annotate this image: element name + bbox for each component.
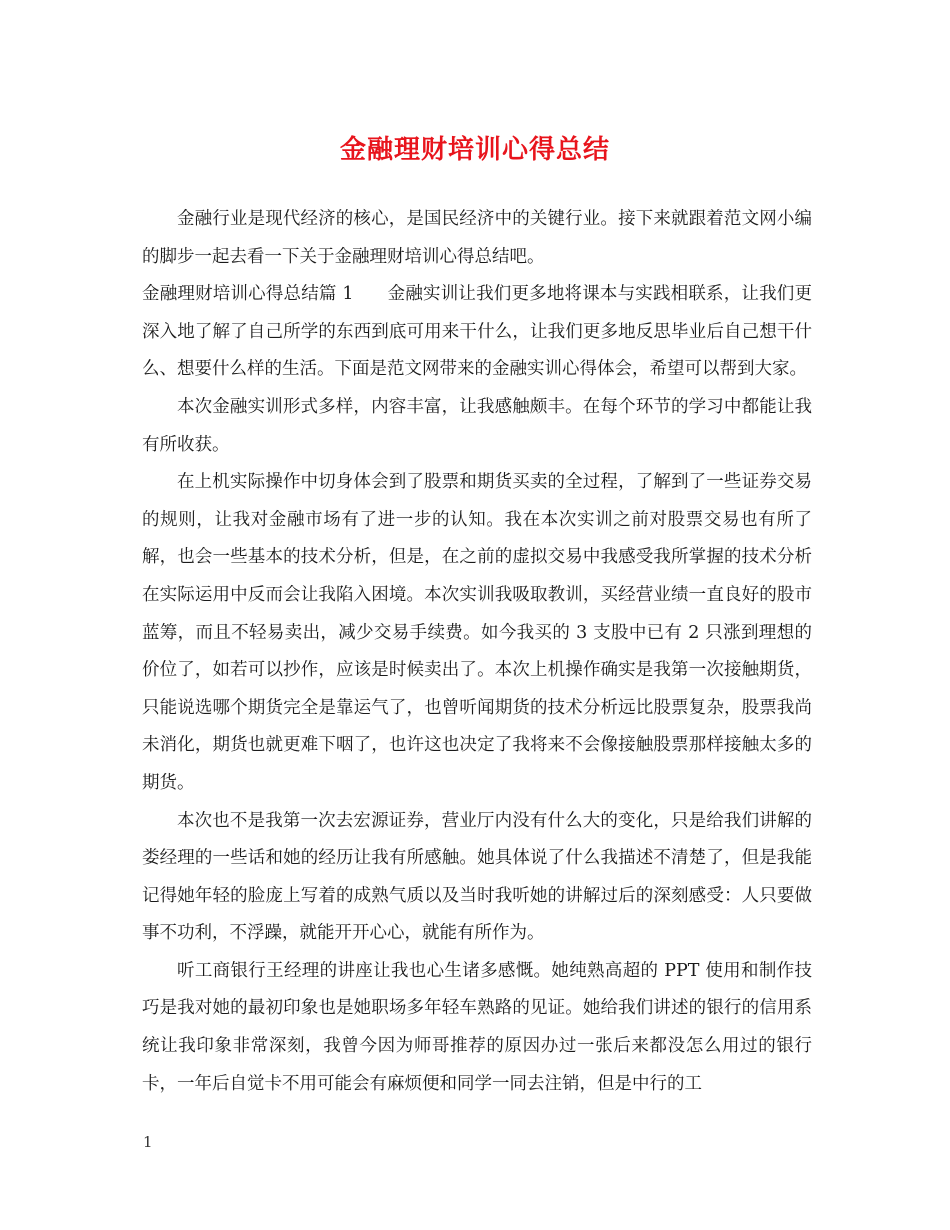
section-heading: 金融理财培训心得总结篇 1 [142, 284, 354, 305]
body-paragraph: 在上机实际操作中切身体会到了股票和期货买卖的全过程，了解到了一些证券交易的规则，让我对金融市场有了进一步的认知。我在本次实训之前对股票交易也有所了解，也会一些基本的技术分析，但是，在之前的虚拟交易中我感受我所掌握的技术分析在实际运用中反而会让我陷入困境。本次实训我吸取教训，买经营业绩一直良好的股市蓝筹，而且不轻易卖出，减少交易手续费。如今我买的 3 支股中已有 2 只涨到理想的价位了，如若可以抄作，应该是时候卖出了。本次上机操作确实是我第一次接触期货，只能说选哪个期货完全是靠运气了，也曾听闻期货的技术分析远比股票复杂，股票我尚未消化，期货也就更难下咽了，也许这也决定了我将来不会像接触股票那样接触太多的期货。 [142, 472, 812, 793]
section-first-text: 金融实训让我们更多地将课本与实践相联系，让我们更深入地了解了自己所学的东西到底可用来干什么，让我们更多地反思毕业后自己想干什么、想要什么样的生活。下面是范文网带来的金融实训心得体会，希望可以帮到大家。 [142, 284, 812, 380]
body-paragraph: 听工商银行王经理的讲座让我也心生诸多感慨。她纯熟高超的 PPT 使用和制作技巧是我对她的最初印象也是她职场多年轻车熟路的见证。她给我们讲述的银行的信用系统让我印象非常深刻，我曾今因为师哥推荐的原因办过一张后来都没怎么用过的银行卡，一年后自觉卡不用可能会有麻烦便和同学一同去注销，但是中行的工 [142, 960, 812, 1094]
intro-paragraph: 金融行业是现代经济的核心，是国民经济中的关键行业。接下来就跟着范文网小编的脚步一起去看一下关于金融理财培训心得总结吧。 [142, 209, 812, 267]
body-paragraph: 本次金融实训形式多样，内容丰富，让我感触颇丰。在每个环节的学习中都能让我有所收获。 [142, 396, 812, 455]
page-number: 1 [143, 1133, 153, 1151]
body-paragraph: 本次也不是我第一次去宏源证券，营业厅内没有什么大的变化，只是给我们讲解的娄经理的一些话和她的经历让我有所感触。她具体说了什么我描述不清楚了，但是我能记得她年轻的脸庞上写着的成熟气质以及当时我听她的讲解过后的深刻感受：人只要做事不功利，不浮躁，就能开开心心，就能有所作为。 [142, 810, 812, 944]
document-body [142, 201, 812, 1103]
document-title: 金融理财培训心得总结 [339, 135, 610, 165]
section-paragraph [142, 276, 812, 389]
